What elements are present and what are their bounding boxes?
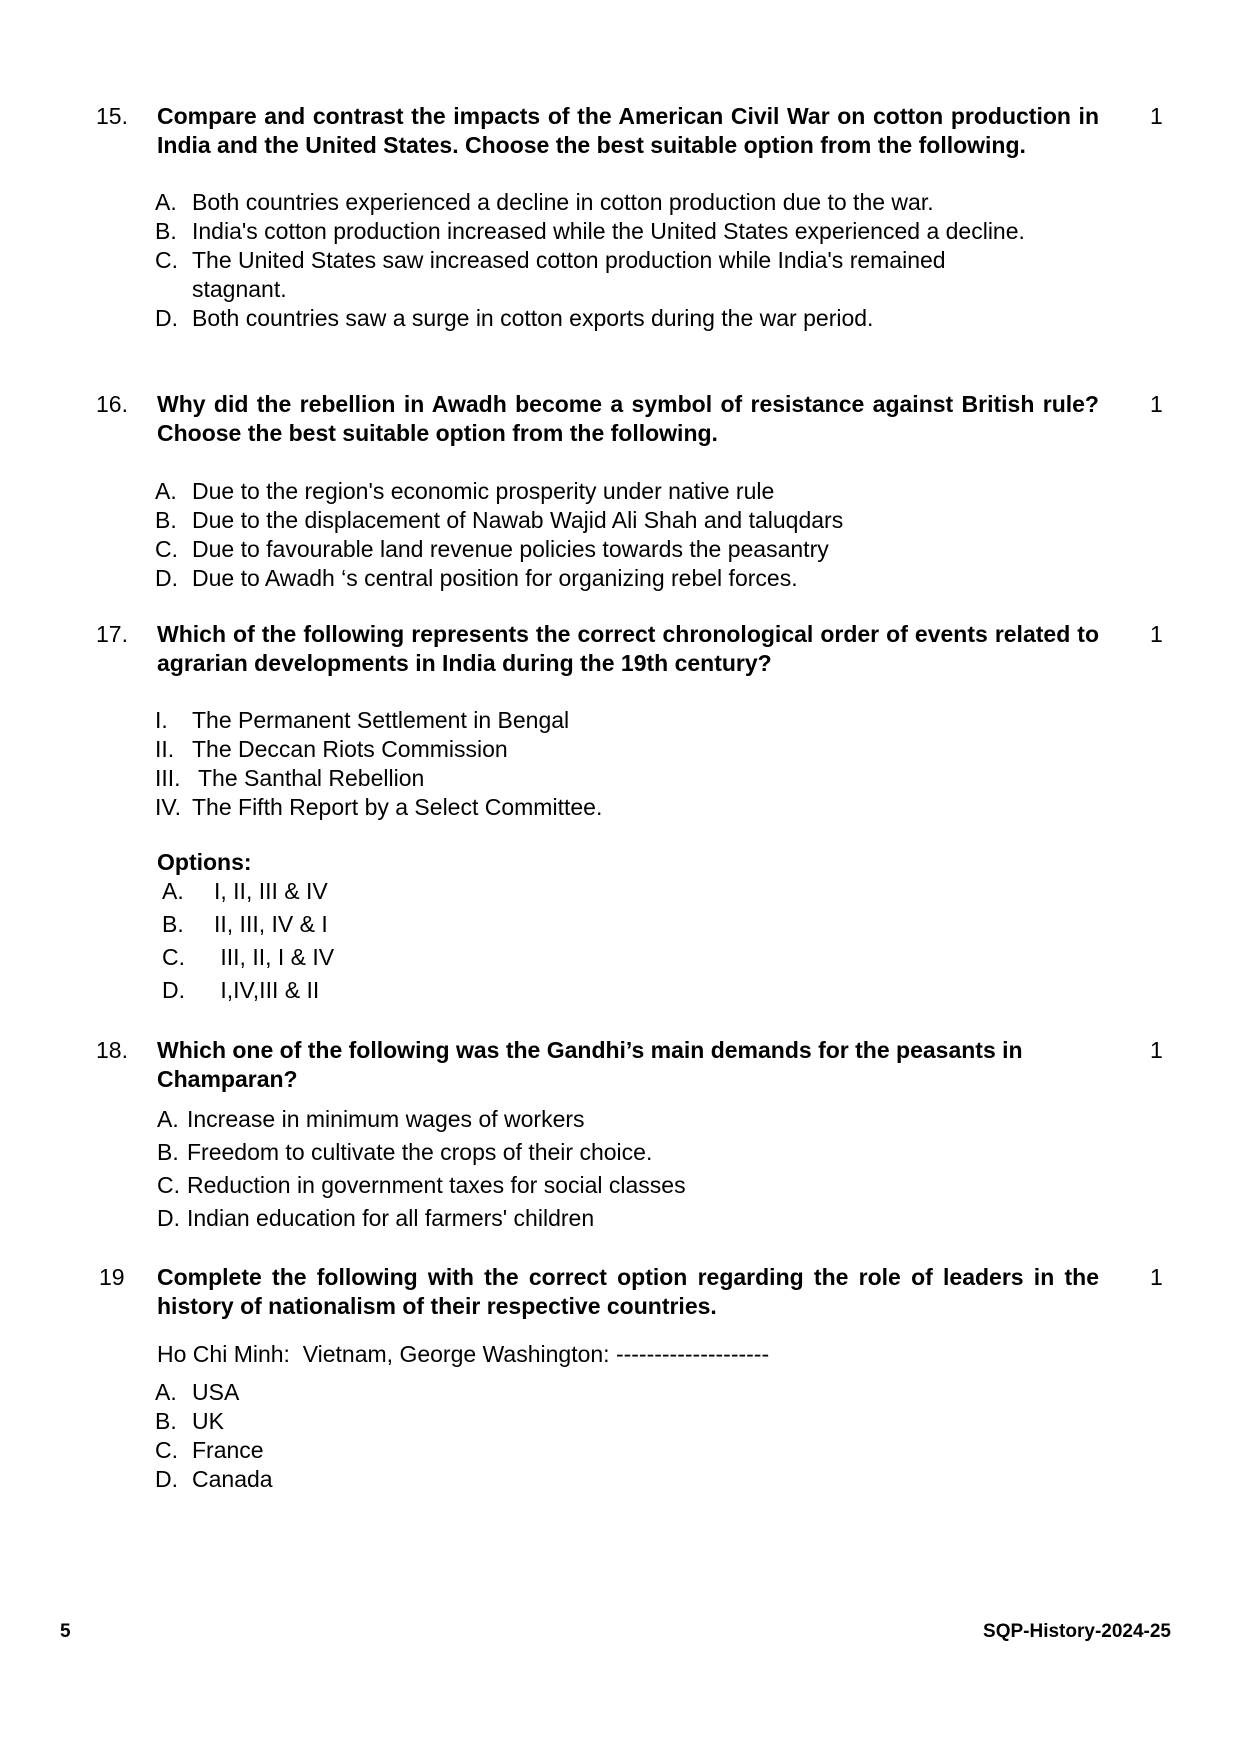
option-text: Canada (192, 1466, 273, 1492)
statement-text: The Deccan Riots Commission (192, 736, 508, 762)
option-list (155, 188, 1115, 333)
option-text: Due to Awadh ‘s central position for organizing rebel forces. (192, 565, 798, 591)
option-b (162, 908, 1122, 941)
statement-label: I. (155, 707, 168, 733)
option-list (157, 1103, 1117, 1235)
option-label: B. (155, 218, 177, 244)
question-number: 17. (96, 621, 128, 647)
option-c (157, 1169, 1117, 1202)
option-c (155, 535, 1115, 564)
option-text: Freedom to cultivate the crops of their choice. (187, 1139, 653, 1165)
option-label: C. (155, 247, 178, 273)
statement-iv (155, 793, 1115, 822)
option-list (162, 875, 1122, 1007)
option-list (155, 1378, 1115, 1494)
question-text: Which one of the following was the Gandhi’s main demands for the peasants in Champaran? (157, 1037, 1023, 1092)
option-d (155, 1465, 1115, 1494)
option-list (155, 477, 1115, 593)
options-heading: Options: (157, 849, 252, 875)
option-text: Both countries experienced a decline in cotton production due to the war. (192, 189, 934, 215)
question-number: 15. (96, 103, 128, 129)
option-text: Due to favourable land revenue policies towards the peasantry (192, 536, 829, 562)
option-d (162, 974, 1122, 1007)
question-marks: 1 (1150, 103, 1163, 129)
option-text: II, III, IV & I (214, 911, 328, 937)
question-prompt: Ho Chi Minh: Vietnam, George Washington: -------------------- (157, 1341, 770, 1367)
question-number: 16. (96, 391, 128, 417)
statement-label: IV. (155, 794, 182, 820)
option-c (155, 246, 1115, 304)
question-number: 19 (99, 1264, 125, 1290)
option-c (155, 1436, 1115, 1465)
option-label: D. (157, 1205, 180, 1231)
option-text: The United States saw increased cotton production while India's remained stagnant. (192, 247, 946, 302)
question-marks: 1 (1150, 1264, 1163, 1290)
question-number: 18. (96, 1037, 128, 1063)
option-text: Increase in minimum wages of workers (187, 1106, 585, 1132)
option-d (157, 1202, 1117, 1235)
statement-text: The Fifth Report by a Select Committee. (192, 794, 603, 820)
option-label: C. (162, 944, 185, 970)
option-text: Both countries saw a surge in cotton exports during the war period. (192, 305, 874, 331)
question-text: Compare and contrast the impacts of the American Civil War on cotton production in India and the United States. Choose the best suitable option from the following. (157, 103, 1099, 158)
document-code: SQP-History-2024-25 (983, 1621, 1171, 1642)
option-label: B. (162, 911, 184, 937)
statement-text: The Santhal Rebellion (192, 765, 425, 791)
option-text: India's cotton production increased while the United States experienced a decline. (192, 218, 1025, 244)
option-a (157, 1103, 1117, 1136)
option-text: I,IV,III & II (214, 977, 320, 1003)
option-a (155, 477, 1115, 506)
option-label: D. (162, 977, 185, 1003)
option-label: A. (155, 1379, 177, 1405)
option-label: B. (157, 1139, 179, 1165)
option-label: D. (155, 565, 178, 591)
statement-list (155, 706, 1115, 822)
option-label: B. (155, 1408, 177, 1434)
statement-iii (155, 764, 1115, 793)
option-text: Indian education for all farmers' children (187, 1205, 595, 1231)
option-a (155, 188, 1115, 217)
statement-i (155, 706, 1115, 735)
option-b (155, 217, 1115, 246)
statement-text: The Permanent Settlement in Bengal (192, 707, 570, 733)
option-text: I, II, III & IV (214, 878, 328, 904)
option-text: UK (192, 1408, 224, 1434)
question-text: Complete the following with the correct option regarding the role of leaders in the history of nationalism of their respective countries. (157, 1264, 1099, 1319)
question-text: Which of the following represents the correct chronological order of events related to agrarian developments in India during the 19th century? (157, 621, 1099, 676)
option-d (155, 564, 1115, 593)
option-label: C. (155, 1437, 178, 1463)
option-b (155, 1407, 1115, 1436)
option-a (155, 1378, 1115, 1407)
option-a (162, 875, 1122, 908)
option-text: France (192, 1437, 264, 1463)
statement-label: III. (155, 765, 181, 791)
option-label: C. (155, 536, 178, 562)
option-label: A. (162, 878, 184, 904)
statement-ii (155, 735, 1115, 764)
option-text: Reduction in government taxes for social classes (187, 1172, 686, 1198)
option-label: C. (157, 1172, 180, 1198)
statement-label: II. (155, 736, 175, 762)
question-marks: 1 (1150, 621, 1163, 647)
question-marks: 1 (1150, 391, 1163, 417)
option-b (155, 506, 1115, 535)
option-text: III, II, I & IV (214, 944, 335, 970)
option-label: A. (157, 1106, 179, 1132)
option-label: D. (155, 1466, 178, 1492)
option-text: USA (192, 1379, 240, 1405)
question-text: Why did the rebellion in Awadh become a symbol of resistance against British rule? Choose the best suitable option from the following. (157, 391, 1099, 446)
question-marks: 1 (1150, 1037, 1163, 1063)
option-label: B. (155, 507, 177, 533)
option-label: A. (155, 189, 177, 215)
option-label: A. (155, 478, 177, 504)
option-text: Due to the region's economic prosperity under native rule (192, 478, 775, 504)
option-label: D. (155, 305, 178, 331)
page-number: 5 (60, 1621, 71, 1642)
option-d (155, 304, 1115, 333)
option-b (157, 1136, 1117, 1169)
option-c (162, 941, 1122, 974)
option-text: Due to the displacement of Nawab Wajid Ali Shah and taluqdars (192, 507, 844, 533)
